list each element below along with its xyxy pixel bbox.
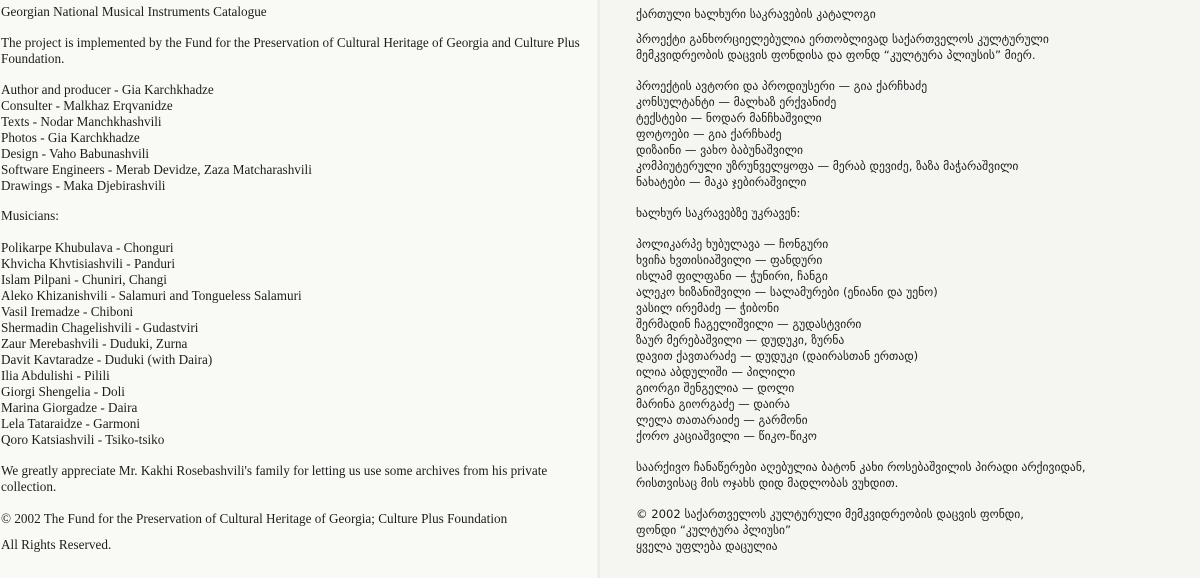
credit-consulter: Consulter - Malkhaz Erqvanidze <box>1 98 173 113</box>
musician-item-ka: ქორო კაციაშვილი — წიკო-წიკო <box>636 429 817 443</box>
copyright-line-ka: © 2002 საქართველოს კულტურული მემკვიდრეობის დაცვის ფონდი, <box>636 507 1024 521</box>
musician-item: Khvicha Khvtisiashvili - Panduri <box>1 256 175 271</box>
musicians-list <box>1 240 302 448</box>
musician-item-ka: გიორგი შენგელია — დოლი <box>636 381 795 395</box>
catalogue-title-ka: ქართული ხალხური საკრავების კატალოგი <box>636 7 876 21</box>
project-line: პროექტი განხორციელებულია ერთობლივად საქართველოს კულტურული <box>636 32 1049 46</box>
musician-item-ka: ვასილ ირემაძე — ჭიბონი <box>636 301 780 315</box>
credit-software-ka: კომპიუტერული უზრუნველყოფა — მერაბ დევიძე, ზაზა მაჭარაშვილი <box>636 159 1019 173</box>
credit-software: Software Engineers - Merab Devidze, Zaza Matcharashvili <box>1 162 312 177</box>
project-statement: The project is implemented by the Fund for the Preservation of Cultural Heritage of Georgia and Culture Plus Foundation. <box>1 35 580 66</box>
credit-design: Design - Vaho Babunashvili <box>1 146 150 161</box>
credit-texts: Texts - Nodar Manchkhashvili <box>1 114 162 129</box>
project-line: მემკვიდრეობის დაცვის ფონდისა და ფონდ “კულტურა პლიუსის” მიერ. <box>636 48 1036 62</box>
musician-item: Polikarpe Khubulava - Chonguri <box>1 240 174 255</box>
credit-texts-ka: ტექსტები — ნოდარ მანჩხაშვილი <box>636 111 822 125</box>
musician-item-ka: ისლამ ფილფანი — ჭუნირი, ჩანგი <box>636 269 828 283</box>
musician-item: Aleko Khizanishvili - Salamuri and Tongueless Salamuri <box>1 288 302 303</box>
musicians-heading: Musicians: <box>1 208 59 223</box>
credit-drawings: Drawings - Maka Djebirashvili <box>1 178 166 193</box>
project-statement-ka <box>636 31 1049 63</box>
georgian-page <box>600 0 1200 578</box>
musician-item-ka: ალეკო ხიზანიშვილი — სალამურები (ენიანი და უენო) <box>636 285 938 299</box>
musician-item: Islam Pilpani - Chuniri, Changi <box>1 272 167 287</box>
musician-item-ka: შერმადინ ჩაგელიშვილი — გუდასტვირი <box>636 317 862 331</box>
musician-item: Giorgi Shengelia - Doli <box>1 384 125 399</box>
musician-item: Vasil Iremadze - Chiboni <box>1 304 134 319</box>
musicians-heading-ka: ხალხურ საკრავებზე უკრავენ: <box>636 206 801 220</box>
credit-photos: Photos - Gia Karchkhadze <box>1 130 140 145</box>
credit-drawings-ka: ნახატები — მაკა ჯებირაშვილი <box>636 175 807 189</box>
thanks-line: რისთვისაც მის ოჯახს დიდ მადლობას ვუხდით. <box>636 476 899 490</box>
catalogue-title: Georgian National Musical Instruments Catalogue <box>1 4 267 19</box>
musician-item: Lela Tataraidze - Garmoni <box>1 416 141 431</box>
musician-item-ka: ზაურ მერებაშვილი — დუდუკი, ზურნა <box>636 333 845 347</box>
thanks-line: საარქივო ჩანაწერები აღებულია ბატონ კახი როსებაშვილის პირადი არქივიდან, <box>636 460 1086 474</box>
musician-item-ka: მარინა გიორგაძე — დაირა <box>636 397 790 411</box>
copyright-ka <box>636 506 1024 554</box>
musician-item: Davit Kavtaradze - Duduki (with Daira) <box>1 352 213 367</box>
credit-author-ka: პროექტის ავტორი და პროდიუსერი — გია ქარჩხაძე <box>636 79 928 93</box>
musician-item: Shermadin Chagelishvili - Gudastviri <box>1 320 199 335</box>
musician-item-ka: პოლიკარპე ხუბულავა — ჩონგური <box>636 237 829 251</box>
acknowledgement: We greatly appreciate Mr. Kakhi Rosebashvili's family for letting us use some archives from his private collection. <box>1 463 548 494</box>
credit-design-ka: დიზაინი — ვახო ბაბუნაშვილი <box>636 143 804 157</box>
credits-list-ka <box>636 78 1018 190</box>
acknowledgement-ka <box>636 459 1086 491</box>
musician-item-ka: ლელა თათარაიძე — გარმონი <box>636 413 808 427</box>
musician-item-ka: დავით ქავთარაძე — დუდუკი (დაირასთან ერთად) <box>636 349 919 363</box>
credits-list <box>1 82 312 194</box>
musician-item: Zaur Merebashvili - Duduki, Zurna <box>1 336 188 351</box>
musicians-list-ka <box>636 236 938 444</box>
rights-line-ka: ყველა უფლება დაცულია <box>636 539 778 553</box>
credit-photos-ka: ფოტოები — გია ქარჩხაძე <box>636 127 782 141</box>
musician-item: Ilia Abdulishi - Pilili <box>1 368 110 383</box>
musician-item-ka: ილია აბდულიში — პილილი <box>636 365 796 379</box>
musician-item: Marina Giorgadze - Daira <box>1 400 138 415</box>
rights-line: All Rights Reserved. <box>1 537 112 552</box>
musician-item: Qoro Katsiashvili - Tsiko-tsiko <box>1 432 165 447</box>
musician-item-ka: ხვიჩა ხვთისიაშვილი — ფანდური <box>636 253 823 267</box>
credit-author: Author and producer - Gia Karchkhadze <box>1 82 214 97</box>
copyright-line-ka: ფონდი “კულტურა პლიუსი” <box>636 523 792 537</box>
credit-consulter-ka: კონსულტანტი — მალხაზ ერქვანიძე <box>636 95 837 109</box>
copyright-line: © 2002 The Fund for the Preservation of Cultural Heritage of Georgia; Culture Plus Foundation <box>1 511 508 526</box>
